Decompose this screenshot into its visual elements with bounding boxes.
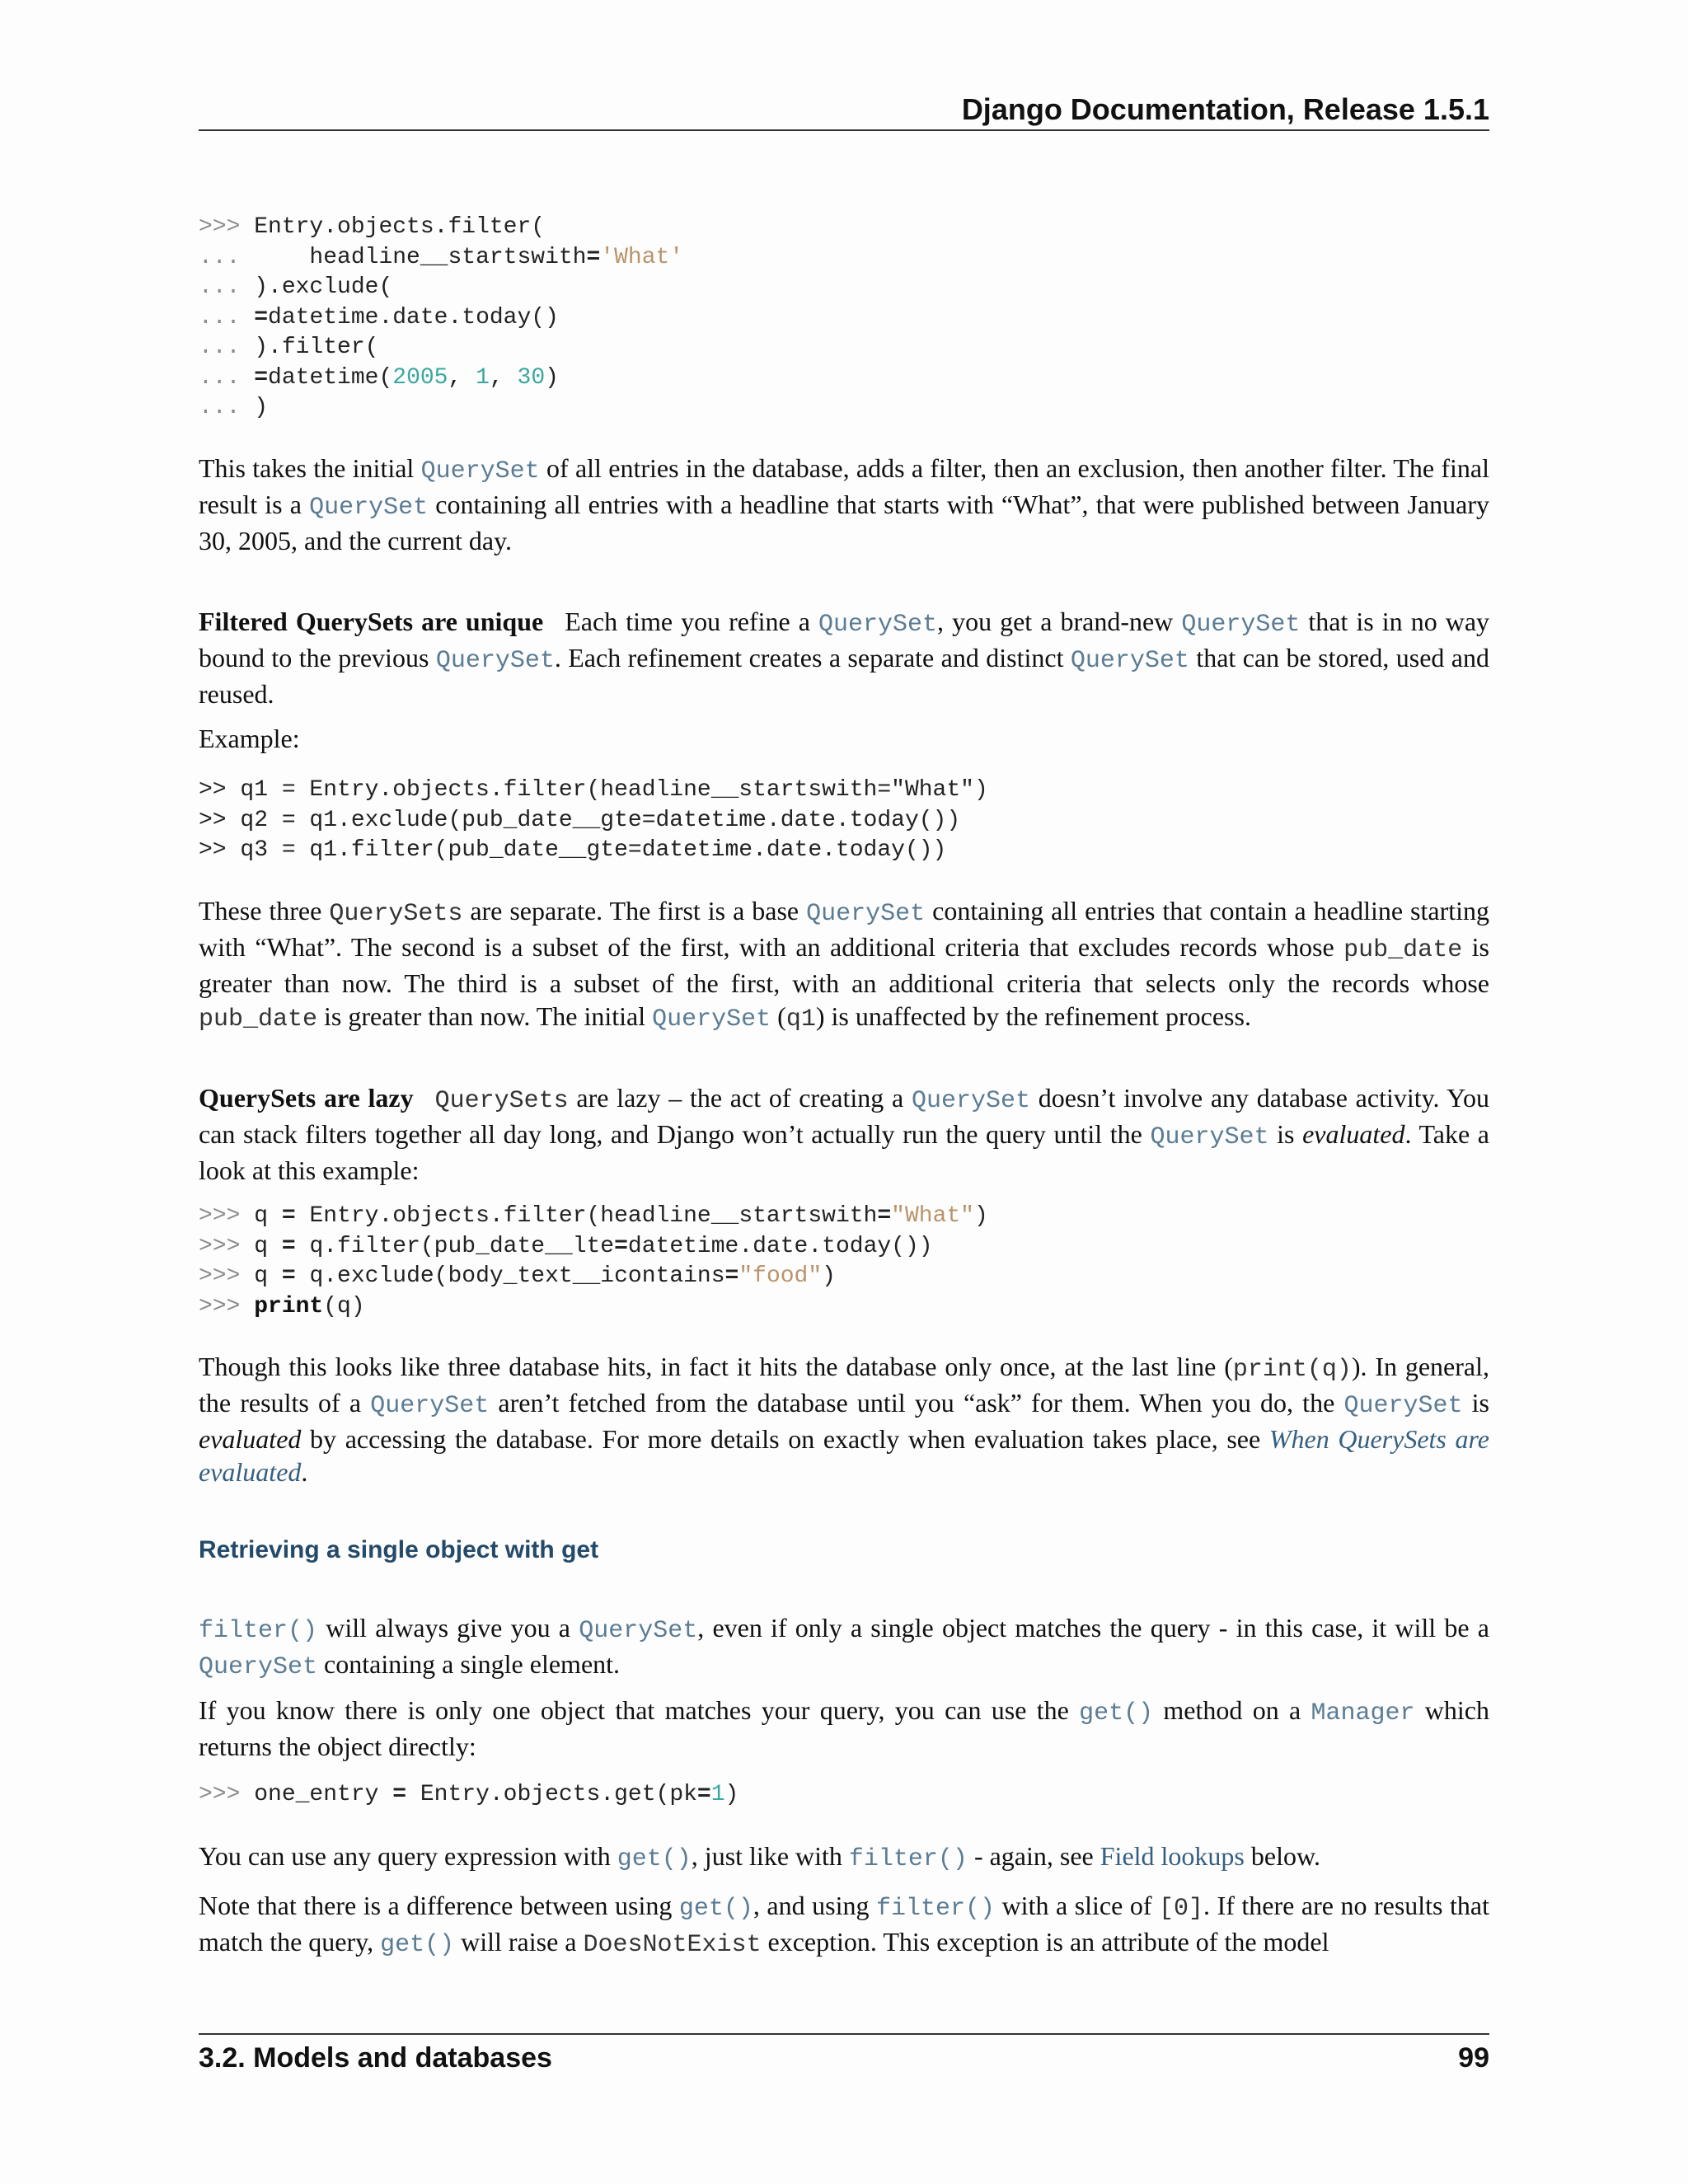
rubric-title: QuerySets are lazy [199, 1083, 414, 1113]
queryset-link[interactable]: QuerySet [420, 457, 540, 485]
header-rule [199, 129, 1489, 131]
when-querysets-evaluated-link[interactable]: When QuerySets are evaluated [199, 1424, 1490, 1487]
code-block-chained-filters: >>> Entry.objects.filter( ... headline__startswith='What' ... ).exclude( ... =datetime.date.today() ... ).filter( ... =datetime(2005, 1, 30) ... ) [199, 214, 684, 420]
get-link[interactable]: get() [1079, 1699, 1154, 1727]
filter-link[interactable]: filter() [848, 1845, 968, 1873]
queryset-link[interactable]: QuerySet [435, 647, 555, 675]
queryset-link[interactable]: QuerySet [1343, 1392, 1463, 1420]
queryset-link[interactable]: QuerySet [1070, 647, 1189, 675]
retrieving-single-object-heading: Retrieving a single object with get [199, 1536, 599, 1563]
filter-link[interactable]: filter() [876, 1895, 996, 1923]
queryset-link[interactable]: QuerySet [199, 1653, 318, 1681]
page-number: 99 [1458, 2042, 1489, 2074]
queryset-link[interactable]: QuerySet [309, 494, 429, 522]
code-block-q1-q2-q3: >> q1 = Entry.objects.filter(headline__startswith="What") >> q2 = q1.exclude(pub_date__gte=datetime.date.today()) >> q3 = q1.filter(pub_date__gte=datetime.date.today()) [199, 777, 988, 863]
queryset-link[interactable]: QuerySet [652, 1005, 771, 1033]
running-header: Django Documentation, Release 1.5.1 [961, 92, 1489, 126]
queryset-link[interactable]: QuerySet [818, 611, 938, 639]
section-heading [199, 1536, 1489, 1564]
paragraph-get-query-expression: You can use any query expression with get(), just like with filter() - again, see Field lookups below. [199, 1841, 1320, 1873]
queryset-link[interactable]: QuerySet [911, 1087, 1030, 1115]
manager-link[interactable]: Manager [1311, 1699, 1415, 1727]
section-querysets-lazy: QuerySets are lazy QuerySets are lazy – the act of creating a QuerySet doesn’t involve any database activity. You can stack filters together all day long, and Django won’t actually run the query until the QuerySet is evaluated. Take a look at this example: [199, 1083, 1490, 1185]
field-lookups-link[interactable]: Field lookups [1100, 1841, 1245, 1871]
section-filtered-querysets-unique: Filtered QuerySets are unique Each time you refine a QuerySet, you get a brand-new QuerySet that is in no way bound to the previous QuerySet. Each refinement creates a separate and distinct QuerySet that can be stored, used and reused. [199, 607, 1490, 709]
queryset-link[interactable]: QuerySet [1150, 1123, 1269, 1151]
queryset-link[interactable]: QuerySet [806, 900, 926, 928]
paragraph-get-vs-filter: Note that there is a difference between using get(), and using filter() with a slice of [0]. If there are no results that match the query, get() will raise a DoesNotExist exception. This exception is an attribute of the model [199, 1891, 1490, 1959]
example-label: Example: [199, 724, 300, 753]
paragraph-get-method: If you know there is only one object that matches your query, you can use the get() method on a Manager which returns the object directly: [199, 1695, 1490, 1761]
paragraph-filter-returns-queryset: filter() will always give you a QuerySet, even if only a single object matches the query - in this case, it will be a QuerySet containing a single element. [199, 1613, 1490, 1681]
queryset-link[interactable]: QuerySet [579, 1617, 698, 1645]
paragraph-chained-filter-explanation: This takes the initial QuerySet of all entries in the database, adds a filter, then an exclusion, then another filter. The final result is a QuerySet containing all entries with a headline that starts with “What”, that were published between January 30, 2005, and the current day. [199, 453, 1490, 555]
code-block-lazy-example: >>> q = Entry.objects.filter(headline__startswith="What") >>> q = q.filter(pub_date__lte=datetime.date.today()) >>> q = q.exclude(body_text__icontains="food") >>> print(q) [199, 1203, 988, 1319]
footer-rule [199, 2033, 1489, 2035]
rubric-title: Filtered QuerySets are unique [199, 607, 544, 636]
queryset-link[interactable]: QuerySet [370, 1392, 490, 1420]
get-link[interactable]: get() [617, 1845, 692, 1873]
paragraph-database-hits: Though this looks like three database hits, in fact it hits the database only once, at the last line (print(q)). In general, the results of a QuerySet aren’t fetched from the database until you “ask” for them. When you do, the QuerySet is evaluated by accessing the database. For more details on exactly when evaluation takes place, see When QuerySets are evaluated. [199, 1352, 1490, 1487]
get-link[interactable]: get() [678, 1895, 753, 1923]
code-block-get-example: >>> one_entry = Entry.objects.get(pk=1) [199, 1782, 739, 1807]
footer-section: 3.2. Models and databases [199, 2042, 552, 2074]
filter-link[interactable]: filter() [199, 1617, 318, 1645]
paragraph-three-querysets: These three QuerySets are separate. The first is a base QuerySet containing all entries that contain a headline starting with “What”. The second is a subset of the first, with an additional criteria that excludes records whose pub_date is greater than now. The third is a subset of the first, with an additional criteria that selects only the records whose pub_date is greater than now. The initial QuerySet (q1) is unaffected by the refinement process. [199, 896, 1490, 1033]
get-link[interactable]: get() [380, 1931, 455, 1959]
queryset-link[interactable]: QuerySet [1181, 611, 1301, 639]
